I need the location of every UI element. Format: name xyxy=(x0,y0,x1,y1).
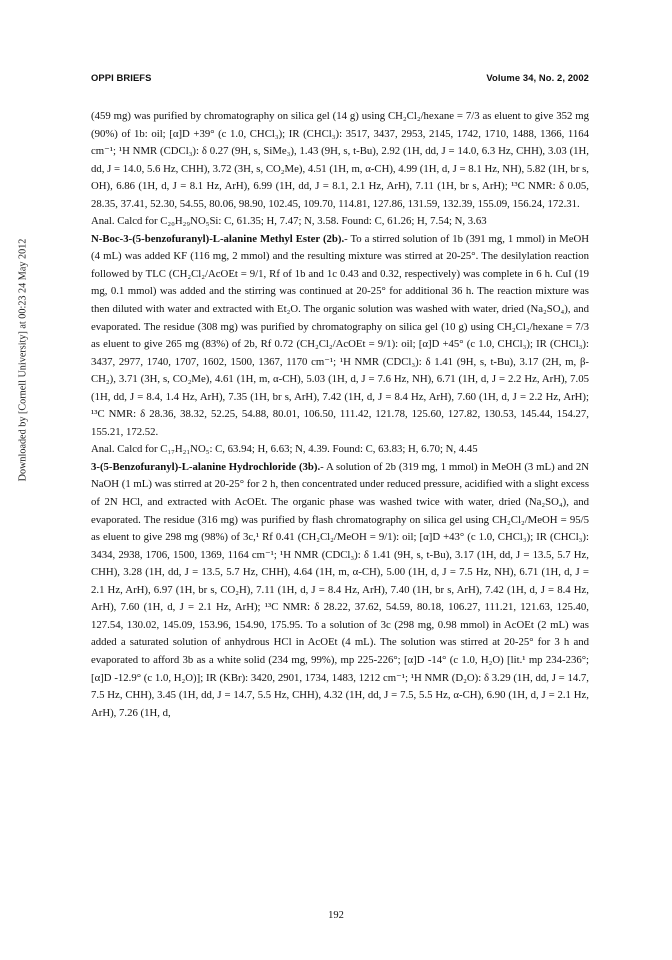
article-body xyxy=(91,108,589,722)
compound-heading: 3-(5-Benzofuranyl)-L-alanine Hydrochloride (3b). xyxy=(91,460,321,473)
compound-heading: N-Boc-3-(5-benzofuranyl)-L-alanine Methyl Ester (2b). xyxy=(91,232,345,245)
paragraph-text: Anal. Calcd for C₁₇H₂₁NO₅: C, 63.94; H, 6.63; N, 4.39. Found: C, 63.83; H, 6.70; N, 4.45 xyxy=(91,443,478,456)
running-header xyxy=(91,72,589,83)
paragraph-text: - A solution of 2b (319 mg, 1 mmol) in MeOH (3 mL) and 2N NaOH (1 mL) was stirred at 20-25° for 2 h, then concentrated under reduced pressure, acidified with a slight excess of 2N HCl, and extracted with AcOEt. The organic phase was washed twice with water, dried (Na₂SO₄), and evaporated. The residue (316 mg) was purified by flash chromatography on silica gel using CH₂Cl₂/MeOH = 95/5 as eluent to give 298 mg (98%) of 3c,¹ Rf 0.41 (CH₂Cl₂/MeOH = 9/1): oil; [α]D +43° (c 1.0, CHCl₃); IR (CHCl₃): 3434, 2938, 1706, 1500, 1369, 1164 cm⁻¹; ¹H NMR (CDCl₃): δ 1.41 (9H, s, t-Bu), 3.17 (1H, dd, J = 13.5, 5.7 Hz, CHH), 3.28 (1H, dd, J = 13.5, 5.7 Hz, CHH), 4.64 (1H, m, α-CH), 5.00 (1H, d, J = 7.5 Hz, NH), 6.71 (1H, d, J = 2.1 Hz, ArH), 6.97 (1H, br s, CO₂H), 7.11 (1H, d, J = 8.4 Hz, ArH), 7.40 (1H, br s, ArH), 7.42 (1H, d, J = 8.4 Hz, ArH), 7.60 (1H, d, J = 2.1 Hz, ArH); ¹³C NMR: δ 28.22, 37.62, 54.59, 80.18, 106.27, 111.21, 121.63, 125.40, 127.54, 130.02, 145.09, 153.96, 154.90, 175.95. To a solution of 3c (298 mg, 0.98 mmol) in AcOEt (2 mL) was added a saturated solution of anhydrous HCl in AcOEt (4 mL). The solution was stirred at 20-25° for 3 h and evaporated to afford 3b as a white solid (234 mg, 99%), mp 225-226°; [α]D -14° (c 1.0, H₂O) [lit.¹ mp 234-236°; [α]D -12.9° (c 1.0, H₂O)]; IR (KBr): 3420, 2901, 1734, 1483, 1212 cm⁻¹; ¹H NMR (D₂O): δ 3.29 (1H, dd, J = 14.7, 7.5 Hz, CHH), 3.45 (1H, dd, J = 14.7, 5.5 Hz, CHH), 4.32 (1H, dd, J = 7.5, 5.5 Hz, α-CH), 6.90 (1H, d, J = 2.1 Hz, ArH), 7.26 (1H, d, xyxy=(91,460,590,719)
paragraph-text: Anal. Calcd for C₂₀H₂₉NO₅Si: C, 61.35; H, 7.47; N, 3.58. Found: C, 61.26; H, 7.54; N, 3.63 xyxy=(91,215,487,228)
paragraph-3b-synthesis xyxy=(91,459,589,722)
paragraph-2b-analysis xyxy=(91,441,589,459)
paragraph-text: - To a stirred solution of 1b (391 mg, 1 mmol) in MeOH (4 mL) was added KF (116 mg, 2 mmol) and the resulting mixture was stirred at 20-25°. The desilylation reaction followed by TLC (CH₂Cl₂/AcOEt = 9/1, Rf of 1b and 1c 0.43 and 0.32, respectively) was complete in 6 h. CuI (19 mg, 0.1 mmol) was added and the stirring was continued at 20-25° for additional 36 h. The reaction mixture was then diluted with water and extracted with Et₂O. The organic solution was washed with water, dried (Na₂SO₄), and evaporated. The residue (308 mg) was purified by chromatography on silica gel (10 g) using CH₂Cl₂/hexane = 7/3 as eluent to give 265 mg (83%) of 2b, Rf 0.72 (CH₂Cl₂/AcOEt = 9/1): oil; [α]D +45° (c 1.0, CHCl₃); IR (CHCl₃): 3437, 2977, 1740, 1707, 1602, 1500, 1367, 1170 cm⁻¹; ¹H NMR (CDCl₃): δ 1.41 (9H, s, t-Bu), 3.17 (2H, m, β-CH₂), 3.71 (3H, s, CO₂Me), 4.61 (1H, m, α-CH), 5.03 (1H, d, J = 7.6 Hz, NH), 6.71 (1H, d, J = 2.2 Hz, ArH), 7.05 (1H, dd, J = 8.4, 1.4 Hz, ArH), 7.35 (1H, br s, ArH), 7.42 (1H, d, J = 8.4 Hz, ArH), 7.60 (1H, d, J = 2.2 Hz, ArH); ¹³C NMR: δ 28.36, 38.32, 52.25, 54.88, 80.01, 106.50, 111.42, 121.78, 125.60, 127.82, 130.53, 145.44, 154.27, 155.21, 172.52. xyxy=(91,232,589,438)
paragraph-1b-analysis xyxy=(91,213,589,231)
paragraph-1b-characterization xyxy=(91,108,589,213)
paragraph-text: (459 mg) was purified by chromatography on silica gel (14 g) using CH₂Cl₂/hexane = 7/3 as eluent to give 352 mg (90%) of 1b: oil; [α]D +39° (c 1.0, CHCl₃); IR (CHCl₃): 3517, 3437, 2953, 2145, 1742, 1710, 1488, 1366, 1164 cm⁻¹; ¹H NMR (CDCl₃): δ 0.27 (9H, s, SiMe₃), 1.43 (9H, s, t-Bu), 2.92 (1H, dd, J = 14.0, 6.3 Hz, CHH), 3.03 (1H, dd, J = 14.0, 5.6 Hz, CHH), 3.72 (3H, s, CO₂Me), 4.51 (1H, m, α-CH), 4.99 (1H, d, J = 8.1 Hz, NH), 5.82 (1H, br s, OH), 6.86 (1H, d, J = 8.1 Hz, ArH), 6.99 (1H, dd, J = 8.1, 2.1 Hz, ArH), 7.11 (1H, br s, ArH); ¹³C NMR: δ 0.05, 28.35, 37.41, 52.30, 54.55, 80.06, 98.90, 102.45, 109.70, 114.81, 127.86, 131.59, 132.39, 155.09, 156.24, 172.31. xyxy=(91,110,589,210)
download-watermark xyxy=(16,0,30,960)
download-watermark-text: Downloaded by [Cornell University] at 00:23 24 May 2012 xyxy=(17,238,29,482)
volume-info: Volume 34, No. 2, 2002 xyxy=(486,72,589,83)
paragraph-2b-synthesis xyxy=(91,231,589,442)
page-number: 192 xyxy=(328,910,344,921)
journal-section: OPPI BRIEFS xyxy=(91,72,152,83)
